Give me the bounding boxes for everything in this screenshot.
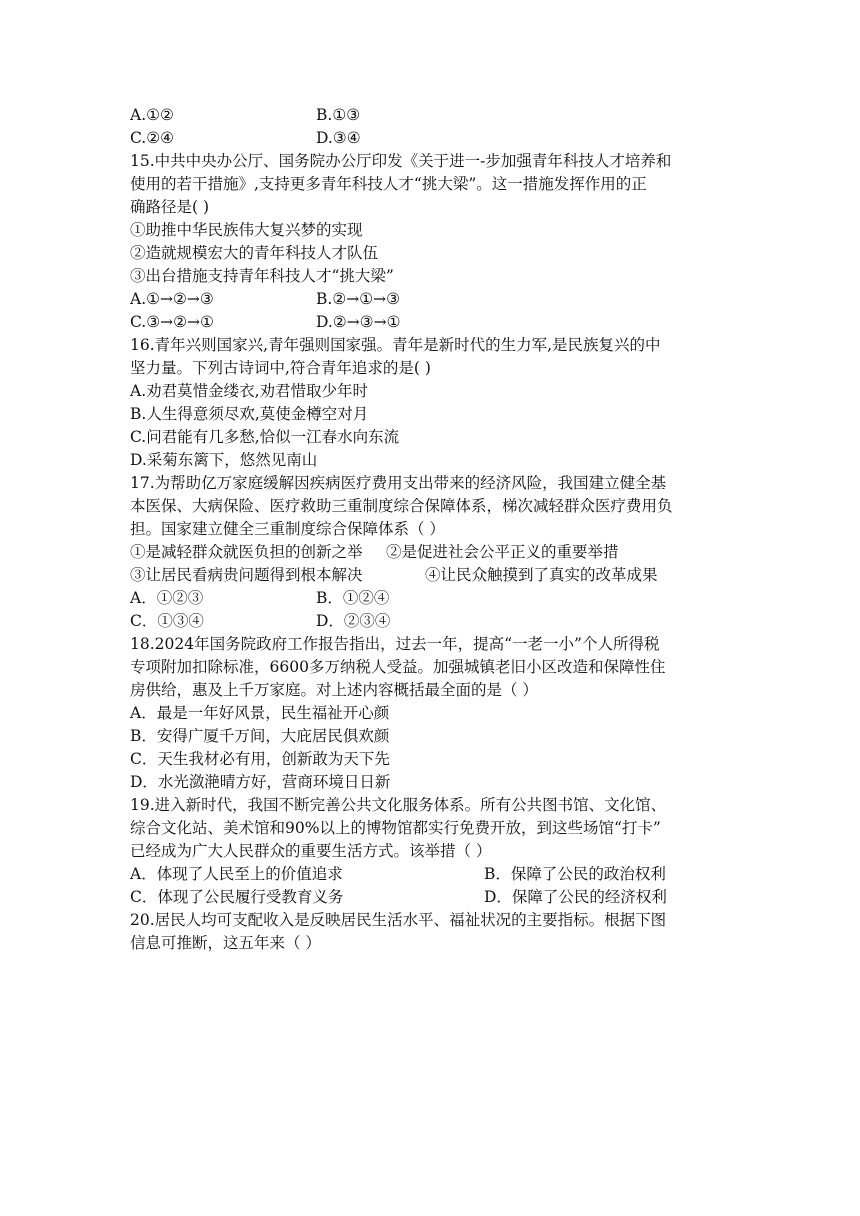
q17-item-2: ②是促进社会公平正义的重要举措 (386, 543, 619, 561)
q17-stem-line-3: 担。国家建立健全三重制度综合保障体系（ ） (130, 520, 445, 538)
q17-stem-line-2: 本医保、大病保险、医疗救助三重制度综合保障体系，梯次减轻群众医疗费用负 (130, 497, 673, 515)
q19-stem-line-3: 已经成为广大人民群众的重要生活方式。该举措（ ） (130, 842, 492, 860)
q18-option-b: B．安得广厦千万间，大庇居民俱欢颜 (130, 727, 390, 745)
q17-item-3: ③让居民看病贵问题得到根本解决 (130, 566, 363, 584)
q15-stem-line-3: 确路径是( ) (130, 198, 210, 216)
q19-stem-line-1: 19.进入新时代，我国不断完善公共文化服务体系。所有公共图书馆、文化馆、 (130, 796, 667, 814)
q17-option-d: D．②③④ (316, 612, 391, 630)
q20-stem-line-1: 20.居民人均可支配收入是反映居民生活水平、福祉状况的主要指标。根据下图 (130, 911, 667, 929)
q16-option-d: D.采菊东篱下，悠然见南山 (130, 451, 318, 469)
q19-option-b: B．保障了公民的政治权利 (484, 865, 666, 883)
q16-stem-line-2: 坚力量。下列古诗词中,符合青年追求的是( ) (130, 359, 431, 377)
q17-item-4: ④让民众触摸到了真实的改革成果 (425, 566, 658, 584)
q15-item-2: ②造就规模宏大的青年科技人才队伍 (130, 244, 379, 262)
q17-option-c: C．①③④ (130, 612, 204, 630)
q17-stem-line-1: 17.为帮助亿万家庭缓解因疾病医疗费用支出带来的经济风险，我国建立健全基 (130, 474, 667, 492)
q17-option-b: B．①②④ (316, 589, 390, 607)
q18-option-d: D．水光潋滟晴方好，营商环境日日新 (130, 773, 391, 791)
q15-item-1: ①助推中华民族伟大复兴梦的实现 (130, 221, 363, 239)
q18-stem-line-3: 房供给，惠及上千万家庭。对上述内容概括最全面的是（ ） (130, 681, 538, 699)
q19-option-d: D．保障了公民的经济权利 (484, 888, 667, 906)
q15-stem-line-2: 使用的若干措施》,支持更多青年科技人才“挑大梁”。这一措施发挥作用的正 (130, 175, 647, 193)
q19-option-a: A．体现了人民至上的价值追求 (130, 865, 343, 883)
q15-item-3: ③出台措施支持青年科技人才“挑大梁” (130, 267, 394, 285)
q15-option-a: A.①→②→③ (130, 290, 214, 308)
q15-option-b: B.②→①→③ (316, 290, 400, 308)
q15-option-c: C.③→②→① (130, 313, 214, 331)
q19-stem-line-2: 综合文化站、美术馆和90%以上的博物馆都实行免费开放，到这些场馆“打卡” (130, 819, 661, 837)
q15-stem-line-1: 15.中共中央办公厅、国务院办公厅印发《关于进一-步加强青年科技人才培养和 (130, 152, 672, 170)
q18-stem-line-2: 专项附加扣除标准，6600多万纳税人受益。加强城镇老旧小区改造和保障性住 (130, 658, 666, 676)
q20-stem-line-2: 信息可推断，这五年来（ ） (130, 934, 321, 952)
q16-option-c: C.问君能有几多愁,恰似一江春水向东流 (130, 428, 400, 446)
q17-item-1: ①是减轻群众就医负担的创新之举 (130, 543, 363, 561)
q18-stem-line-1: 18.2024年国务院政府工作报告指出，过去一年，提高“一老一小”个人所得税 (130, 635, 660, 653)
q14-option-c: C.②④ (130, 129, 175, 147)
q17-option-a: A．①②③ (130, 589, 204, 607)
q14-option-b: B.①③ (316, 106, 361, 124)
q14-option-d: D.③④ (316, 129, 361, 147)
q19-option-c: C．体现了公民履行受教育义务 (130, 888, 344, 906)
q15-option-d: D.②→③→① (316, 313, 401, 331)
q16-stem-line-1: 16.青年兴则国家兴,青年强则国家强。青年是新时代的生力军,是民族复兴的中 (130, 336, 661, 354)
q16-option-b: B.人生得意须尽欢,莫使金樽空对月 (130, 405, 369, 423)
q14-option-a: A.①② (130, 106, 174, 124)
q18-option-c: C．天生我材必有用，创新敢为天下先 (130, 750, 390, 768)
q16-option-a: A.劝君莫惜金缕衣,劝君惜取少年时 (130, 382, 369, 400)
q18-option-a: A．最是一年好风景，民生福祉开心颜 (130, 704, 390, 722)
